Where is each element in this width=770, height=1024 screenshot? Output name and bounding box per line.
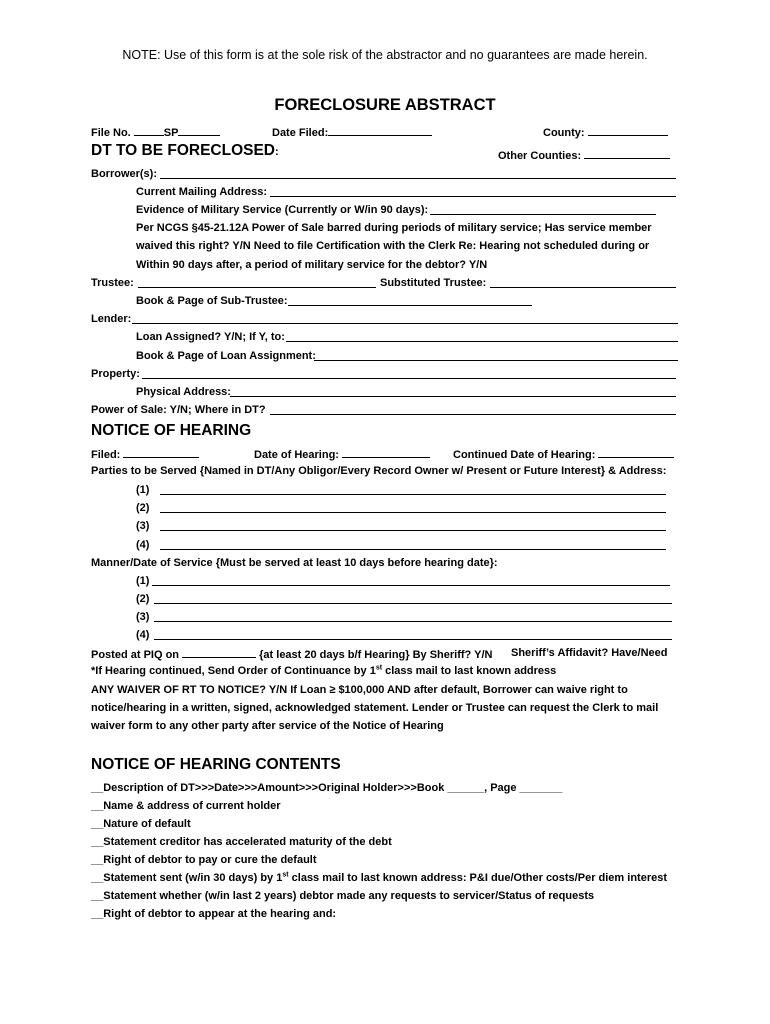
- manner-field-4[interactable]: [154, 639, 672, 640]
- continued-note-text-end: class mail to last known address: [382, 665, 557, 677]
- property-field[interactable]: [142, 378, 676, 379]
- ncgs-line-3: Within 90 days after, a period of military service for the debtor? Y/N: [136, 259, 488, 271]
- party-field-1[interactable]: [160, 494, 666, 495]
- date-hearing-field[interactable]: [342, 446, 430, 458]
- mailing-field[interactable]: [270, 196, 676, 197]
- loan-assigned-label: Loan Assigned? Y/N; If Y, to:: [136, 331, 285, 343]
- affidavit-label: Sheriff’s Affidavit? Have/Need: [511, 647, 668, 659]
- contents-item-holder[interactable]: __Name & address of current holder: [91, 800, 281, 812]
- contents-item-cure[interactable]: __Right of debtor to pay or cure the default: [91, 854, 317, 866]
- manner-item-label: (2): [136, 593, 150, 605]
- physical-label: Physical Address:: [136, 386, 231, 398]
- county-field[interactable]: [588, 124, 668, 136]
- dt-heading: [91, 142, 279, 160]
- parties-label: Parties to be Served {Named in DT/Any Obligor/Every Record Owner w/ Present or Future Interest} & Address:: [91, 465, 667, 477]
- borrowers-label: Borrower(s):: [91, 168, 158, 180]
- power-of-sale-field[interactable]: [270, 414, 676, 415]
- date-filed-row: [272, 124, 432, 140]
- manner-item-label: (1): [136, 575, 150, 587]
- continued-row: [453, 446, 674, 462]
- power-of-sale-label: Power of Sale: Y/N; Where in DT?: [91, 404, 266, 416]
- military-field[interactable]: [430, 214, 656, 215]
- other-counties-field[interactable]: [584, 147, 670, 159]
- dt-heading-colon: :: [275, 146, 279, 158]
- manner-field-2[interactable]: [154, 603, 672, 604]
- borrowers-field[interactable]: [160, 178, 676, 179]
- contents-item-statement-sent[interactable]: [91, 871, 667, 885]
- other-counties-row: [498, 147, 670, 163]
- file-no-label: File No.: [91, 127, 131, 139]
- waiver-line-3: waiver form to any other party after service of the Notice of Hearing: [91, 720, 444, 732]
- contents-item-requests[interactable]: __Statement whether (w/in last 2 years) debtor made any requests to servicer/Status of requests: [91, 890, 595, 902]
- continued-field[interactable]: [598, 446, 674, 458]
- trustee-field[interactable]: [138, 287, 376, 288]
- manner-label: Manner/Date of Service {Must be served at least 10 days before hearing date}:: [91, 557, 498, 569]
- military-label: Evidence of Military Service (Currently or W/in 90 days):: [136, 204, 429, 216]
- date-hearing-label: Date of Hearing:: [254, 449, 339, 461]
- waiver-line-2: notice/hearing in a written, signed, acknowledged statement. Lender or Trustee can request the Clerk to mail: [91, 702, 659, 714]
- lender-field[interactable]: [132, 323, 678, 324]
- statement-sent-text-end: class mail to last known address: P&I due/Other costs/Per diem interest: [288, 872, 667, 884]
- party-item-label: (2): [136, 502, 150, 514]
- party-field-2[interactable]: [160, 512, 666, 513]
- sp-label: SP: [163, 127, 179, 139]
- county-label: County:: [543, 127, 585, 139]
- party-item-label: (4): [136, 539, 150, 551]
- posted-label: Posted at PIQ on: [91, 649, 180, 661]
- filed-field[interactable]: [123, 446, 199, 458]
- continued-label: Continued Date of Hearing:: [453, 449, 596, 461]
- loan-assigned-field[interactable]: [286, 341, 678, 342]
- date-filed-field[interactable]: [328, 124, 432, 136]
- ncgs-line-1: Per NCGS §45-21.12A Power of Sale barred during periods of military service; Has service member: [136, 222, 652, 234]
- trustee-label: Trustee:: [91, 277, 134, 289]
- book-sub-trustee-label: Book & Page of Sub-Trustee:: [136, 295, 288, 307]
- other-counties-label: Other Counties:: [498, 150, 582, 162]
- physical-field[interactable]: [230, 396, 676, 397]
- contents-item-description[interactable]: __Description of DT>>>Date>>>Amount>>>Original Holder>>>Book ______, Page _______: [91, 782, 563, 794]
- filed-label: Filed:: [91, 449, 121, 461]
- disclaimer-note: NOTE: Use of this form is at the sole risk of the abstractor and no guarantees are made herein.: [122, 48, 648, 62]
- contents-item-nature[interactable]: __Nature of default: [91, 818, 191, 830]
- continued-note: [91, 664, 556, 678]
- notice-heading: NOTICE OF HEARING: [91, 422, 252, 439]
- sub-trustee-label: Substituted Trustee:: [380, 277, 487, 289]
- form-title: FORECLOSURE ABSTRACT: [274, 96, 496, 114]
- manner-item-label: (4): [136, 629, 150, 641]
- date-hearing-row: [254, 446, 430, 462]
- dt-heading-text: DT TO BE FORECLOSED: [91, 142, 276, 159]
- party-item-label: (1): [136, 484, 150, 496]
- property-label: Property:: [91, 368, 140, 380]
- continued-note-text: *If Hearing continued, Send Order of Continuance by 1: [91, 665, 376, 677]
- mailing-label: Current Mailing Address:: [136, 186, 267, 198]
- party-field-4[interactable]: [160, 549, 666, 550]
- contents-item-appear[interactable]: __Right of debtor to appear at the hearing and:: [91, 908, 337, 920]
- posted-row: [91, 646, 492, 662]
- statement-sent-text: __Statement sent (w/in 30 days) by 1: [91, 872, 283, 884]
- posted-date-field[interactable]: [182, 646, 256, 658]
- manner-field-1[interactable]: [152, 585, 670, 586]
- manner-item-label: (3): [136, 611, 150, 623]
- posted-rest: {at least 20 days b/f Hearing} By Sheriff? Y/N: [259, 649, 493, 661]
- manner-field-3[interactable]: [154, 621, 672, 622]
- file-no-field[interactable]: [134, 124, 164, 136]
- book-loan-field[interactable]: [314, 360, 678, 361]
- date-filed-label: Date Filed:: [272, 127, 329, 139]
- party-field-3[interactable]: [160, 530, 666, 531]
- continued-note-sup: st: [375, 664, 383, 672]
- ncgs-line-2: waived this right? Y/N Need to file Certification with the Clerk Re: Hearing not scheduled during or: [136, 240, 650, 252]
- county-row: [543, 124, 668, 140]
- book-loan-label: Book & Page of Loan Assignment:: [136, 350, 316, 362]
- lender-label: Lender:: [91, 313, 132, 325]
- book-sub-trustee-field[interactable]: [288, 305, 532, 306]
- sp-field[interactable]: [178, 124, 220, 136]
- contents-item-accelerated[interactable]: __Statement creditor has accelerated maturity of the debt: [91, 836, 392, 848]
- file-no-row: [91, 124, 220, 140]
- filed-row: [91, 446, 199, 462]
- waiver-line-1: ANY WAIVER OF RT TO NOTICE? Y/N If Loan ≥ $100,000 AND after default, Borrower can waive right to: [91, 684, 628, 696]
- contents-heading: NOTICE OF HEARING CONTENTS: [91, 756, 341, 773]
- sub-trustee-field[interactable]: [490, 287, 676, 288]
- party-item-label: (3): [136, 520, 150, 532]
- statement-sent-sup: st: [282, 871, 289, 879]
